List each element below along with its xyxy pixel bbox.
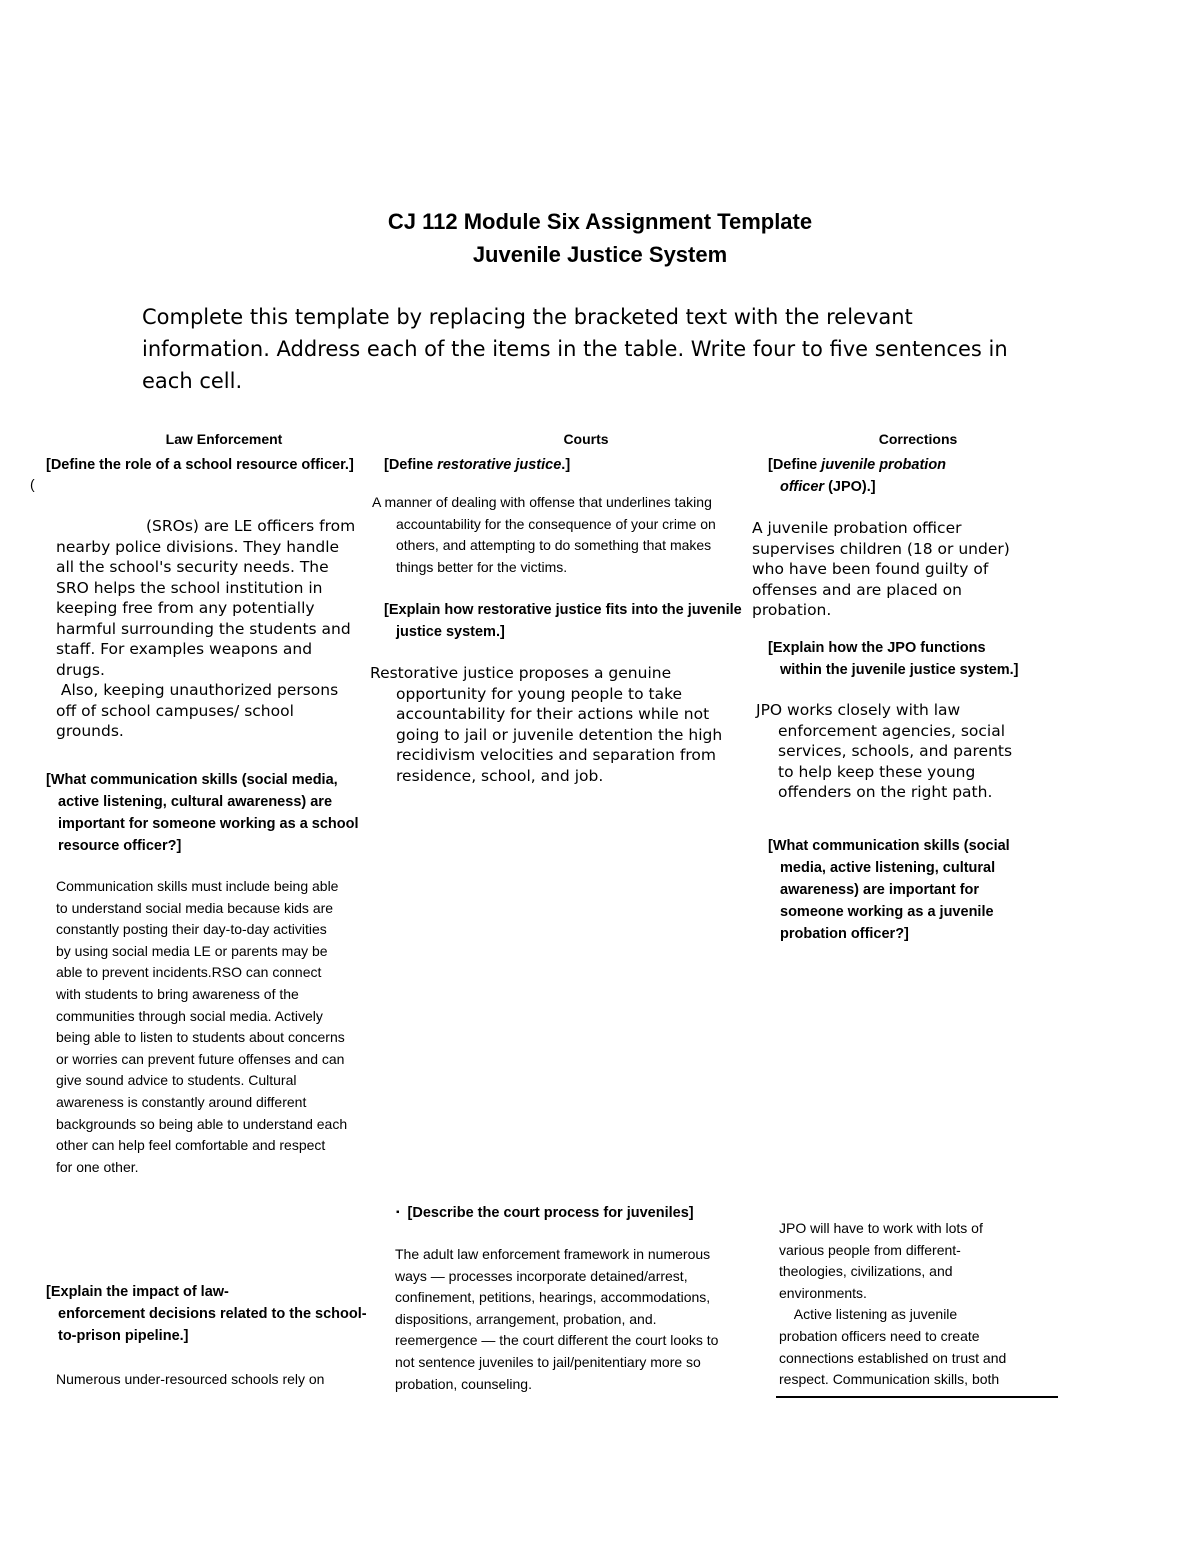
- answer-line: off of school campuses/ school: [56, 701, 294, 720]
- answer-line: others, and attempting to do something that makes: [396, 537, 712, 554]
- answer-line: dispositions, arrangement, probation, and.: [395, 1310, 657, 1327]
- answer-line: opportunity for young people to take: [396, 684, 683, 703]
- column-header-courts: Courts: [563, 431, 609, 447]
- answer-line: residence, school, and job.: [396, 766, 604, 785]
- answer-line: recidivism velocities and separation from: [396, 746, 716, 764]
- prompt-part: .]: [561, 457, 571, 473]
- courts-answer-process: [395, 1244, 718, 1395]
- prompt-line: [768, 454, 946, 476]
- answer-line: other can help feel comfortable and respect: [56, 1137, 326, 1154]
- corrections-prompt-functions: [768, 637, 1019, 681]
- law-prompt-pipeline: [46, 1281, 367, 1347]
- answer-line: offenders on the right path.: [778, 783, 993, 801]
- prompt-line: media, active listening, cultural: [780, 860, 996, 876]
- bottom-rule: [776, 1396, 1058, 1398]
- answer-line: A juvenile probation officer: [752, 519, 962, 537]
- prompt-line: enforcement decisions related to the school-: [58, 1306, 367, 1322]
- prompt-line: [768, 476, 946, 498]
- instructions-line: Complete this template by replacing the bracketed text with the relevant: [142, 305, 913, 329]
- answer-line: Restorative justice proposes a genuine: [370, 664, 672, 682]
- instructions-line: each cell.: [142, 369, 243, 393]
- prompt-line: probation officer?]: [780, 926, 909, 942]
- prompt-part: [Define: [768, 457, 822, 473]
- answer-line: probation, counseling.: [395, 1375, 532, 1392]
- law-prompt-text: [Define the role of a school resource officer.]: [46, 457, 354, 473]
- answer-line: JPO will have to work with lots of: [779, 1220, 983, 1236]
- corrections-answer-jpo: [752, 518, 1010, 621]
- prompt-line: to-prison pipeline.]: [58, 1328, 189, 1344]
- document-title: CJ 112 Module Six Assignment Template: [387, 209, 813, 234]
- prompt-line: resource officer?]: [58, 838, 182, 854]
- answer-line: connections established on trust and: [779, 1349, 1007, 1366]
- prompt-line: active listening, cultural awareness) are: [58, 794, 333, 810]
- prompt-line: within the juvenile justice system.]: [780, 662, 1019, 678]
- prompt-line: [Explain how restorative justice fits into the juvenile: [384, 602, 742, 618]
- answer-line: harmful surrounding the students and: [56, 619, 351, 638]
- law-prompt-sro-role: [46, 454, 354, 476]
- answer-line: ways — processes incorporate detained/arrest,: [395, 1267, 688, 1284]
- answer-line: grounds.: [56, 722, 124, 740]
- answer-line: being able to listen to students about concerns: [56, 1029, 345, 1046]
- courts-answer-fits: [370, 663, 722, 786]
- answer-line: services, schools, and parents: [778, 742, 1013, 760]
- answer-line: confinement, petitions, hearings, accommodations,: [395, 1289, 711, 1306]
- answer-line: keeping free from any potentially: [56, 599, 315, 617]
- answer-line: offenses and are placed on: [752, 580, 962, 599]
- answer-line: all the school's security needs. The: [56, 558, 329, 576]
- answer-line: accountability for the consequence of your crime on: [396, 515, 716, 532]
- answer-line: nearby police divisions. They handle: [56, 537, 340, 556]
- column-header-law-enforcement: Law Enforcement: [165, 431, 283, 447]
- answer-line: not sentence juveniles to jail/penitentiary more so: [395, 1353, 701, 1370]
- corrections-prompt-communication: [768, 835, 1010, 945]
- answer-line: Communication skills must include being able: [56, 878, 339, 894]
- answer-line: Also, keeping unauthorized persons: [56, 681, 339, 699]
- answer-line: able to prevent incidents.RSO can connect: [56, 964, 322, 981]
- answer-line: accountability for their actions while not: [396, 705, 710, 723]
- answer-line: (SROs) are LE officers from: [146, 517, 356, 535]
- corrections-prompt-jpo: [768, 454, 946, 498]
- stray-parenthesis: (: [30, 476, 35, 492]
- answer-line: or worries can prevent future offenses and can: [56, 1050, 345, 1067]
- answer-line: give sound advice to students. Cultural: [56, 1072, 297, 1089]
- answer-line: A manner of dealing with offense that underlines taking: [372, 494, 712, 510]
- bullet-icon: ▪: [396, 1207, 400, 1218]
- answer-line: theologies, civilizations, and: [779, 1263, 953, 1280]
- answer-line: with students to bring awareness of the: [56, 985, 299, 1002]
- courts-answer-restorative: [372, 492, 716, 578]
- answer-line: backgrounds so being able to understand each: [56, 1115, 348, 1132]
- prompt-part: (JPO).]: [824, 479, 876, 495]
- prompt-line: [What communication skills (social media,: [46, 772, 338, 788]
- law-answer-communication: [56, 876, 347, 1178]
- instructions-line: information. Address each of the items in the table. Write four to five sentences in: [142, 337, 1008, 361]
- answer-line: reemergence — the court different the court looks to: [395, 1332, 719, 1349]
- prompt-text: [Describe the court process for juveniles]: [407, 1205, 694, 1221]
- prompt-line: awareness) are important for: [780, 882, 980, 898]
- prompt-line: [What communication skills (social: [768, 838, 1010, 854]
- answer-line: for one other.: [56, 1158, 139, 1175]
- answer-line: probation officers need to create: [779, 1327, 980, 1344]
- prompt-line: [Explain the impact of law-: [46, 1284, 229, 1300]
- corrections-answer-communication: [779, 1218, 1006, 1391]
- answer-line: things better for the victims.: [396, 558, 568, 575]
- answer-line: communities through social media. Actively: [56, 1007, 323, 1024]
- answer-line: various people from different-: [779, 1241, 961, 1258]
- document-subtitle: Juvenile Justice System: [472, 242, 728, 267]
- prompt-line: justice system.]: [396, 624, 505, 640]
- prompt-emphasis: restorative justice: [437, 457, 562, 473]
- answer-line: environments.: [779, 1284, 867, 1301]
- answer-line: SRO helps the school institution in: [56, 578, 323, 597]
- courts-prompt-process: [396, 1202, 694, 1224]
- prompt-line: [Explain how the JPO functions: [768, 640, 986, 656]
- answer-line: enforcement agencies, social: [778, 721, 1006, 740]
- answer-line: drugs.: [56, 660, 105, 679]
- law-answer-pipeline: Numerous under-resourced schools rely on: [56, 1371, 325, 1387]
- prompt-part: [Define: [384, 457, 438, 473]
- instructions: [142, 301, 1042, 397]
- prompt-emphasis: juvenile probation: [821, 457, 947, 473]
- answer-line: to understand social media because kids are: [56, 899, 334, 916]
- law-prompt-communication: [46, 769, 359, 857]
- column-header-corrections: Corrections: [878, 431, 958, 447]
- answer-line: staff. For examples weapons and: [56, 640, 313, 658]
- answer-line: by using social media LE or parents may be: [56, 942, 328, 959]
- answer-line: awareness is constantly around different: [56, 1093, 307, 1110]
- corrections-answer-functions: [756, 700, 1012, 803]
- answer-line: respect. Communication skills, both: [779, 1371, 1000, 1388]
- answer-line: to help keep these young: [778, 762, 976, 781]
- answer-line: Active listening as juvenile: [779, 1306, 958, 1323]
- answer-line: The adult law enforcement framework in numerous: [395, 1246, 711, 1262]
- law-answer-sro-role: [56, 516, 396, 742]
- prompt-emphasis: officer: [780, 479, 825, 495]
- answer-line: JPO works closely with law: [756, 701, 961, 719]
- answer-line: going to jail or juvenile detention the high: [396, 725, 723, 744]
- answer-line: supervises children (18 or under): [752, 539, 1010, 558]
- prompt-line: important for someone working as a school: [58, 816, 359, 832]
- prompt-line: someone working as a juvenile: [780, 904, 994, 920]
- courts-prompt-restorative: [384, 454, 570, 476]
- answer-line: probation.: [752, 601, 832, 619]
- answer-line: who have been found guilty of: [752, 560, 989, 578]
- courts-prompt-fits: [384, 599, 742, 643]
- answer-line: constantly posting their day-to-day activities: [56, 921, 327, 938]
